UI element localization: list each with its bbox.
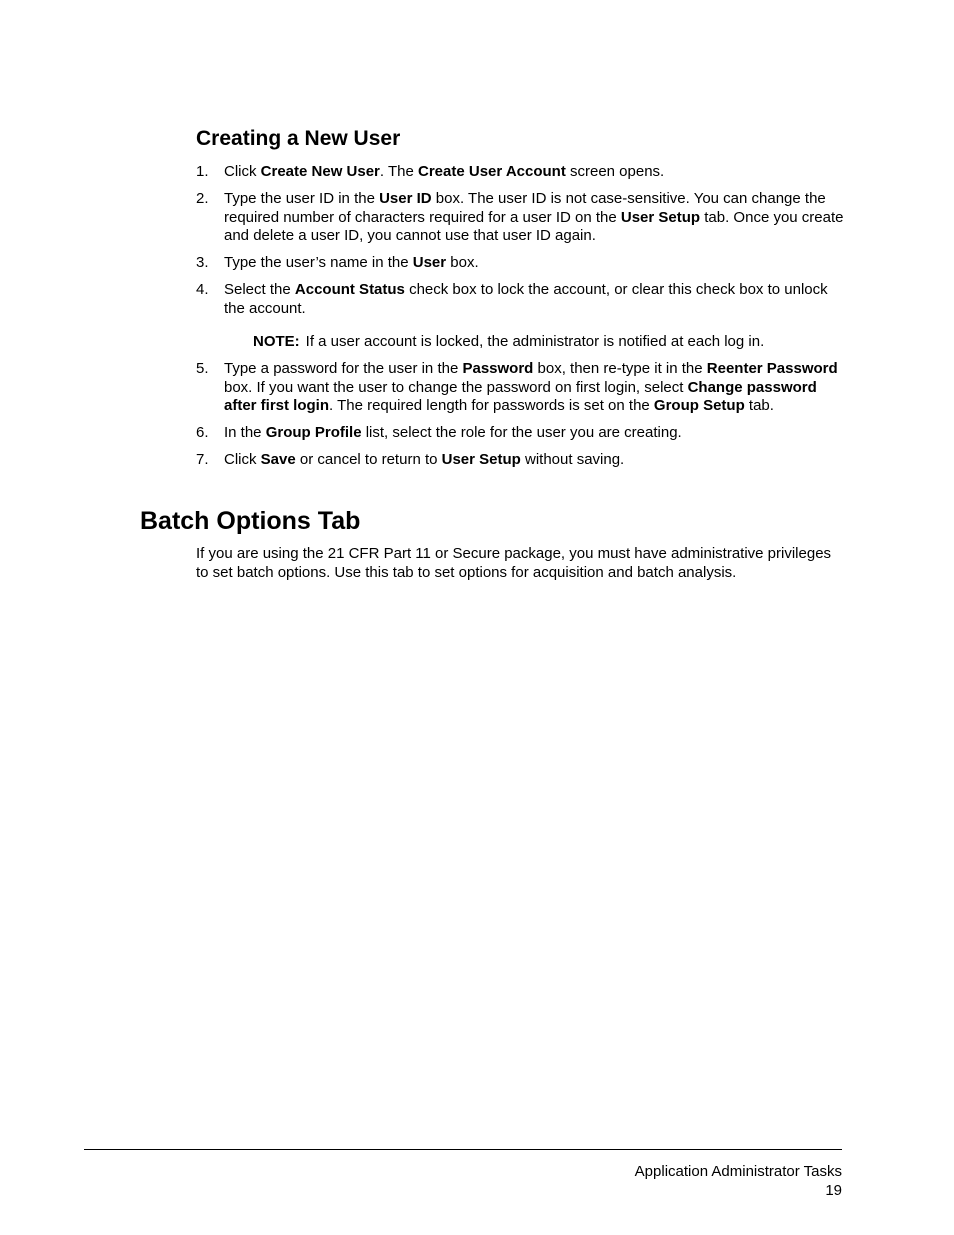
- step-text: [224, 451, 624, 468]
- footer-divider: [84, 1149, 842, 1150]
- ui-term: Reenter Password: [706, 360, 838, 377]
- step-text: [224, 424, 682, 441]
- text-run: Click: [224, 451, 261, 468]
- step-item: [196, 254, 846, 273]
- step-text: [224, 190, 844, 244]
- text-run: Select the: [224, 281, 295, 298]
- ui-term: User ID: [379, 190, 432, 207]
- note: [253, 333, 846, 352]
- step-item: [196, 190, 846, 246]
- ui-term: User Setup: [620, 208, 701, 226]
- text-run: box, then re-type it in the: [533, 360, 707, 377]
- steps-list: [196, 163, 846, 478]
- step-text: [224, 163, 664, 180]
- text-run: or cancel to return to: [295, 451, 442, 468]
- text-run: box. The user ID is not case-sensitive. You can change the required number of characters required for a user ID on the: [224, 190, 826, 226]
- text-run: Type the user ID in the: [224, 190, 380, 207]
- batch-options-heading: Batch Options Tab: [140, 507, 361, 535]
- step-number: 4.: [196, 281, 209, 298]
- text-run: . The required length for passwords is set on the: [329, 397, 654, 414]
- text-run: Type a password for the user in the: [224, 360, 463, 377]
- ui-term: User: [412, 254, 447, 271]
- section-heading: Creating a New User: [196, 127, 401, 150]
- text-run: check box to lock the account, or clear this check box to unlock the account.: [224, 281, 828, 317]
- text-run: Type the user’s name in the: [224, 254, 413, 271]
- step-number: 7.: [196, 451, 209, 468]
- ui-term: Password: [462, 360, 534, 377]
- step-item: [196, 163, 846, 182]
- step-number: 3.: [196, 254, 209, 271]
- page-number: 19: [825, 1181, 842, 1199]
- ui-term: Save: [260, 451, 296, 468]
- ui-term: Create New User: [260, 163, 380, 180]
- text-run: . The: [379, 163, 418, 180]
- text-run: box.: [446, 254, 479, 271]
- step-item: [196, 424, 846, 443]
- step-text: [224, 281, 828, 317]
- step-text: [224, 254, 479, 271]
- step-item: [196, 281, 846, 318]
- step-text: [224, 360, 838, 414]
- note-label: NOTE:: [253, 333, 300, 350]
- text-run: tab. Once you create and delete a user ID, you cannot use that user ID again.: [224, 208, 844, 244]
- text-run: without saving.: [520, 451, 625, 468]
- batch-options-paragraph: If you are using the 21 CFR Part 11 or Secure package, you must have administrative privileges to set batch options. Use this tab to set options for acquisition and batch analysis.: [196, 545, 832, 581]
- footer-title: Application Administrator Tasks: [634, 1163, 842, 1180]
- step-number: 2.: [196, 190, 209, 207]
- step-number: 5.: [196, 360, 209, 377]
- note-text: If a user account is locked, the administrator is notified at each log in.: [305, 333, 765, 350]
- ui-term: User Setup: [441, 451, 521, 468]
- ui-term: Group Setup: [653, 397, 745, 414]
- text-run: tab.: [744, 397, 774, 414]
- ui-term: Group Profile: [265, 424, 362, 441]
- text-run: Click: [224, 163, 261, 180]
- step-number: 1.: [196, 163, 209, 180]
- page-footer: [635, 1163, 842, 1200]
- text-run: screen opens.: [565, 163, 665, 180]
- text-run: In the: [224, 424, 266, 441]
- step-item: [196, 451, 846, 470]
- step-number: 6.: [196, 424, 209, 441]
- text-run: box. If you want the user to change the password on first login, select: [224, 378, 688, 396]
- text-run: list, select the role for the user you are creating.: [361, 424, 682, 441]
- ui-term: Account Status: [294, 281, 405, 298]
- ui-term: Create User Account: [418, 163, 566, 180]
- step-item: [196, 360, 846, 416]
- ui-term: Change password after first login: [224, 378, 817, 414]
